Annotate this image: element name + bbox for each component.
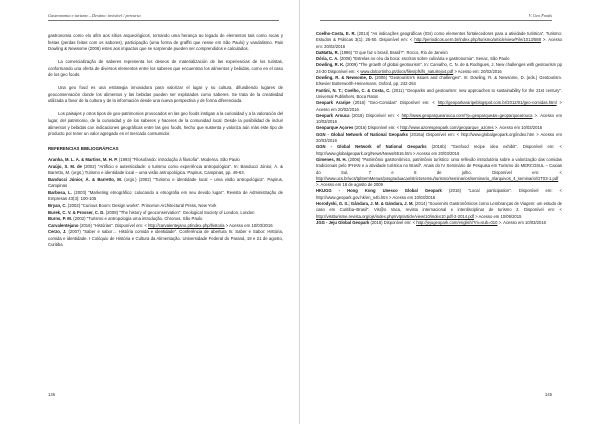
reference-entry [316,201,562,220]
reference-link[interactable]: http://periodicos.uern.br/index.php/turismo/article/view/File/1013/588 [414,37,541,43]
left-body [48,33,283,249]
reference-entry [316,113,562,126]
header-title: V. Geo Foods [528,13,552,18]
reference-text: (2009) "The growth of global geotourism". In: Carvalho, C. N. de & Rodrigues, J. New challenges with geotourism pp 24-30 Disponível em: < [316,62,562,74]
reference-author: Dória, C. A. [316,56,339,62]
header-rule [48,20,279,21]
reference-author: Horodyski, G. S.; Gândara, J. M. & Gándara, J. M. [316,201,414,207]
reference-entry [316,132,562,145]
paragraph: gastronomia como elo afim aos sítios arqueológicos, tornando uma herança ao legado de elementos tais como rocas y festas (perdas feitas com os sabores), participação (uma forma de graffiti que nesse em São Paulo) y vandalismo. Pais Dowling & Newsome (2006) estes aos impactos que se sorprende pueden ser comprendidos e calculados. [48,33,283,52]
reference-author: Aranha, M. L. A. & Martins, M. H. P. [48,157,118,163]
reference-author: Araújo, S. M. de [48,163,82,169]
reference-link[interactable]: http://www.ucs.br/ucs/tplSemMenus/posgraduacao/strictosensu/turismo/seminarios/seminario_4/arquivos_4_seminario/GT03-1.pdf [316,175,559,181]
reference-text: >. Acesso em 10/03/2016 [497,219,546,225]
reference-text: (2002) "Turismo e antropologia uma introdução. Chronos, São Paulo [72,216,203,222]
reference-author: Burns, P. M. [48,216,73,222]
reference-author: JGG - Jeju Global Geopark [316,219,370,225]
reference-text: >. Acesso em 18 de agosto de 2009 [316,182,383,188]
reference-text: (2006) "Estrelas no céu da boca: escritos sobre culinária e gastronomia". Senac, São Paulo [338,56,510,62]
reference-text: > Acesso em 10/09/2015 [474,213,522,219]
reference-text: >. Acesso em 10/03/2016 [493,125,543,131]
header-rule [320,20,552,21]
reference-text: (2006) "Patrimônio gastronômico, patrimônio turístico: uma reflexão introdutória sobre a valorização das comidas tradicionais pelo IPHAN e a atividade turística no Brasil". Anais do IV Seminário de Pesquisa em Turismo do MERCOSUL – Caxias do Sul, 7 e 8 de julho. Disponível em: < [316,156,562,175]
reference-entry [48,177,283,190]
reference-link[interactable]: http://www.geoparquearouca.com/?p=geoparque&s=geoparquearouca [401,112,533,118]
references-heading: REFERENCIAS BIBLIOGRÁFICAS [48,145,119,151]
reference-list [316,31,562,226]
reference-text: > Acesso em 20/02/2016 [316,100,563,112]
reference-text: (2016) Disponível em: < [369,219,417,225]
reference-text: >. Acesso em 10/03/2016 [316,112,562,125]
reference-author: Coelho-Costa, E. R. [316,31,356,36]
reference-link[interactable]: http://jejugeopark.com/english/?m=sub=010 [416,219,498,225]
reference-text: (2016) "Local participation". Disponível em: < http://www.geopark.gov.hk/en_s4b.htm > Acesso em 10/03/2016 [316,188,562,200]
reference-entry [48,229,283,249]
reference-author: Fantini, N. T.; Coelho, C. & Costa, C. [316,87,391,93]
reference-text: > Acesso em: 20/02/2016 [453,68,502,74]
reference-text: (2016) "Geo-Comidas" Disponível em: < [350,100,438,106]
reference-text: (2003) "Marketing etnográfico: colocando a etnografia em seu devido lugar". Revista de Administração de Empresas 43(3): 100-105 [48,189,283,202]
reference-entry [316,31,562,50]
paragraph: Una geo food es una estrategia innovadora para valorizar el lugar y su cultura, difundiendo lugares de geoconservación donde los alimentos y las bebidas pueden ser explotados como saberes. Se trata de la creatividad utilizada a favor de la cultura y de la información desde una nueva perspectiva y de forma diferenciada. [48,85,283,104]
reference-author: Barbosa, L. [48,189,72,195]
reference-link[interactable]: http://geoparkararipeblogspot.com.br/2012/01/geo-comidas.html [437,100,557,106]
reference-author: Gimenes, M. H. [316,156,347,162]
reference-list [48,157,283,249]
reference-entry [316,75,562,88]
reference-text: >. Acesso em: 20/02/2016 [316,37,562,49]
reference-text: (2016) Disponível em: < [353,125,401,131]
reference-text: (2002) "Artifício e autenticidade: o turismo como experiência antropológica". In: Banducci Júnior, Á. & Barretto, M. (orgs.) Turismo e identidade local – uma visão antropológica. Papirus, Campinas, pp. 49-63. [48,163,283,176]
reference-entry [316,88,562,101]
reference-text: (2016a) Disponível em: < http://www.globalgeopark.org/index.htm > Acesso em 20/03/2016 [316,131,562,144]
right-body [316,31,562,226]
reference-entry [316,144,562,157]
reference-text: (2014) "Souvenirs Gastronômicos como Lembranças de Viagem: um estudo de caso em Curitiba–Brasil". Vis@o Vaca, revista internacional e interdisciplinar de turismo 2. Disponível em: < [316,201,562,213]
reference-text: (2016) Disponível em: < [349,112,402,118]
running-header-left [48,13,279,18]
reference-entry [316,62,562,75]
paragraph: La comercialização de saberes representa los deseos de materialización de las experiencias de los turistas, conformando una oferta de diversos elementos entre los saberes que encuentran los alimentos y bebidas, como en el caso de los geo foods. [48,59,283,78]
reference-text: > Acesso em 10/03/2016 [224,222,273,228]
reference-text: (2011) "Geoparks and geotourism: new approaches to sustainability for the 21st century". Universal Publishers, Boca Raton [316,87,562,99]
reference-text: (1993) "Filosofando: introdução à filosofia". Moderna. São Paulo [117,157,240,163]
reference-author: Geopark Araripe [316,100,351,106]
reference-author: Geopark Arouca [316,112,350,118]
reference-author: Geoparque Açores [316,125,354,131]
reference-text: (2014) "As indicações geográficas (IGs) como elementos fortalecedores para a atividade turística". Turismo: Estudos & Práticas 3(1): 25-50. Disponível em: < [316,31,562,43]
page-number: 146 [48,392,56,397]
reference-text: (1986) "O que faz o brasil, Brasil?". Rocco, Rio de Janeiro [338,49,448,55]
page-number: 145 [544,392,552,397]
reference-author: Bryan, C. [48,202,67,208]
reference-author: HKUGG - Hong Kong Unesco Global Geopark [316,188,442,194]
reference-author: GGN - Global Network of National Geoparks [316,144,427,150]
reference-entry [316,157,562,188]
reference-text: (2008) "The history of geoconservation". Geological Society of London, London [104,209,255,215]
reference-author: Carvalentejano [48,222,79,228]
paragraph: Los paisajes y otros tipos de geo-patrimonios provocados en las geo foods instigan a la curiosidad y a la valoración del lugar, del patrimonio, de la curiosidad y de los saberes y haceres de la comunidad local. Desde la posibilidad de incluir alimentos y bebidas con indicaciones geográficas entre las geo foods, hecho que sustenta y valoriza aún más este tipo de producto por tener un valor agregado en el mercado consumidor. [48,111,283,137]
reference-link[interactable]: http://visitturisme.revista.org/ojs/index.php/rvtp/article/view/10/index10.pdf-2-2014.pdf [316,213,475,219]
reference-author: Cerzo, J. [48,229,67,235]
reference-entry [316,220,562,226]
reference-text: (orgs.) (2002) "Turismo e identidade local – uma visão antropológica". Papirus, Campinas [48,176,284,189]
reference-author: Banducci Júnior, Á. & Barretto, M. [48,176,123,182]
header-title: Gastronomia e turismo – Destino: invisível / percurso [48,13,141,18]
reference-text: (2016b) "Geofood recipe idea exhibit". Disponível em: < http://www.globalgeopark.org/News/News/6616.htm > Acesso em 20/03/2016 [316,144,562,156]
reference-text: (2002) "Curious Boom: Design works". Princeton Architectural Press, New York [66,202,217,208]
reference-author: DaMatta, R. [316,49,339,55]
reference-entry [48,190,283,203]
reference-entry [316,100,562,113]
reference-link[interactable]: www.dolcortinho.pt/docs/files/pfs/fs_naturtejo4.pdf [360,68,454,74]
reference-link[interactable]: http://www.azoresgeopark.com/geoparque_azores [400,125,494,131]
reference-link[interactable]: http://carvalentejano.ptíndex.php/historia [148,222,225,228]
reference-text: (2007) "Saber e sabor… História comida e identidade". Conferência de abertura In: Saber e Sabor: História, comida e identidade. I Colóquio de História e Cultura da Alimentação. Universidade Federal do Paraná, 19 e 21 de agosto, Curitiba [48,229,283,248]
reference-entry [48,164,283,177]
reference-author: GGN - Global Network of National Geoparks [316,131,408,137]
reference-author: Dowling, R. & Newsome, D. [316,75,373,81]
reference-text: (2006) "Geotourism's issues and challenges". In: Dowling, R. & Newsome, D. (eds.) Geotourism. Elsevier Butterworth-Heinemann, Oxford, pp. 242-254 [316,75,562,87]
reference-entry [316,188,562,201]
reference-text: (2016) "Histórias". Disponível em: < [78,222,148,228]
right-page [300,0,600,424]
reference-author: Dowling, R. K. [316,62,345,68]
reference-author: Burek, C. V. & Prosser, C. D. [48,209,105,215]
